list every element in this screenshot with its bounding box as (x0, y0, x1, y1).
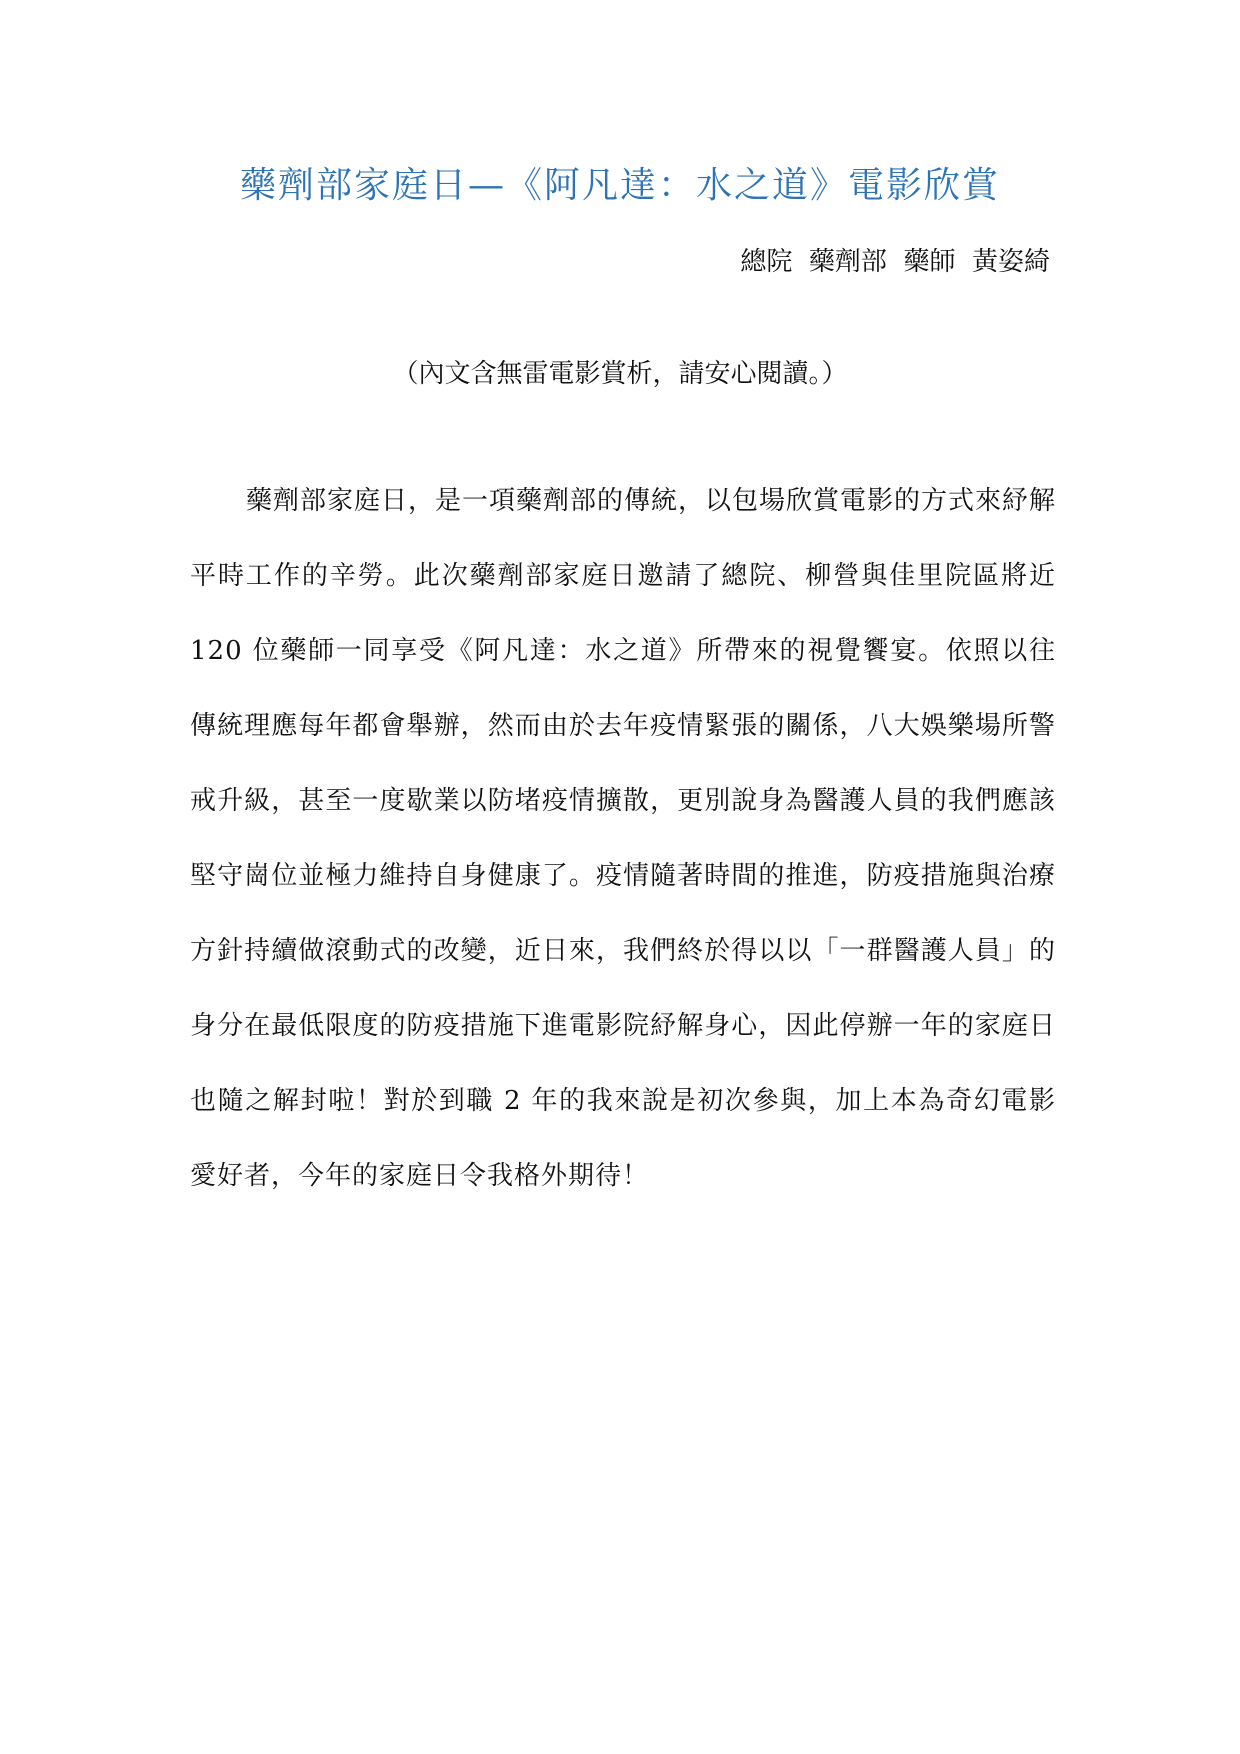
spoiler-free-notice: （內文含無雷電影賞析，請安心閱讀。） (392, 359, 848, 389)
author-byline: 總院 藥劑部 藥師 黃姿綺 (740, 247, 1050, 277)
document-title: 藥劑部家庭日—《阿凡達：水之道》電影欣賞 (239, 165, 1000, 206)
body-paragraph: 藥劑部家庭日，是一項藥劑部的傳統，以包場欣賞電影的方式來紓解平時工作的辛勞。此次藥劑部家庭日邀請了總院、柳營與佳里院區將近 120 位藥師一同享受《阿凡達：水之道》所帶來的視覺饗宴。依照以往傳統理應每年都會舉辦，然而由於去年疫情緊張的關係，八大娛樂場所警戒升級，甚至一度歇業以防堵疫情擴散，更別說身為醫護人員的我們應該堅守崗位並極力維持自身健康了。疫情隨著時間的推進，防疫措施與治療方針持續做滾動式的改變，近日來，我們終於得以以「一群醫護人員」的身分在最低限度的防疫措施下進電影院紓解身心，因此停辦一年的家庭日也隨之解封啦！對於到職 2 年的我來說是初次參與，加上本為奇幻電影愛好者，今年的家庭日令我格外期待！ (190, 486, 1057, 1191)
